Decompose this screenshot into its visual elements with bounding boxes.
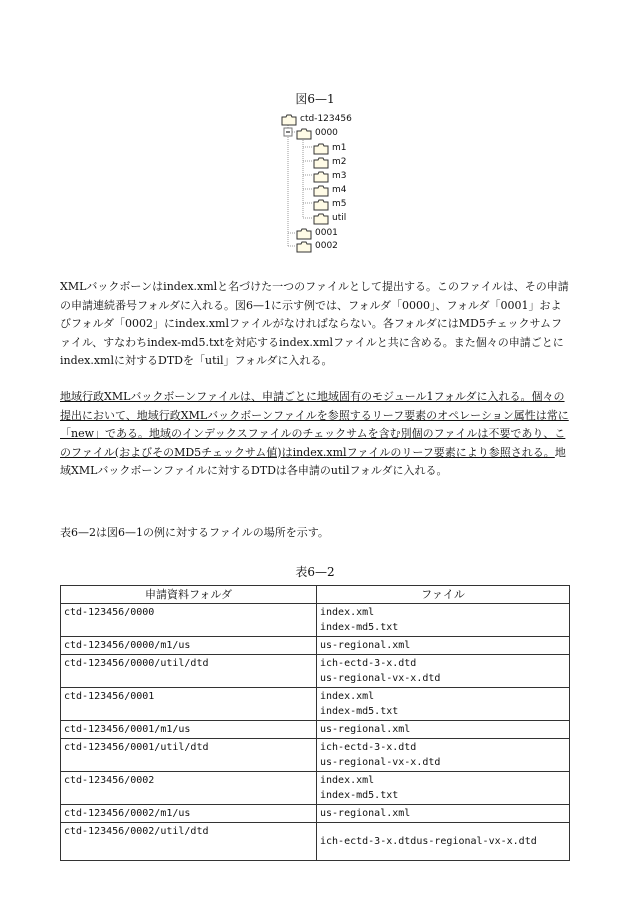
tree-node-0002[interactable]: 0002 — [315, 241, 338, 251]
file-name: ich-ectd-3-x.dtdus-regional-vx-x.dtd — [320, 836, 537, 847]
file-name: index-md5.txt — [320, 706, 399, 717]
folder-cell: ctd-123456/0001/m1/us — [61, 721, 317, 739]
files-cell — [317, 688, 570, 721]
files-cell — [317, 637, 570, 655]
file-name: us-regional-vx-x.dtd — [320, 673, 441, 684]
tree-node-0000[interactable]: 0000 — [315, 128, 338, 138]
folder-icon — [314, 200, 328, 210]
table-caption: 表6—2 — [295, 565, 335, 579]
file-name: index.xml — [320, 775, 375, 786]
folder-icon — [297, 129, 311, 139]
files-cell — [317, 655, 570, 688]
folder-cell: ctd-123456/0002 — [61, 772, 317, 805]
files-cell — [317, 739, 570, 772]
tree-node-m4[interactable]: m4 — [332, 185, 347, 195]
folder-cell: ctd-123456/0000 — [61, 604, 317, 637]
tree-node-0001[interactable]: 0001 — [315, 228, 338, 238]
files-cell — [317, 772, 570, 805]
tree-node-root[interactable]: ctd-123456 — [300, 114, 352, 124]
file-name: us-regional.xml — [320, 808, 411, 819]
figure-title: 図6—1 — [295, 92, 335, 106]
paragraph-2-plain: 地域XMLバックボーンファイルに対するDTDは各申請のutilフォルダに入れる。 — [60, 445, 566, 477]
folder-icon — [314, 186, 328, 196]
file-location-table — [60, 585, 570, 861]
file-name: ich-ectd-3-x.dtd — [320, 742, 417, 753]
folder-cell: ctd-123456/0001/util/dtd — [61, 739, 317, 772]
header-folder: 申請資料フォルダ — [61, 586, 317, 604]
folder-cell: ctd-123456/0000/util/dtd — [61, 655, 317, 688]
table-row — [61, 739, 570, 772]
paragraph-1: XMLバックボーンはindex.xmlと名づけた一つのファイルとして提出する。このファイルは、その申請の申請連続番号フォルダに入れる。図6—1に示す例では、フォルダ「0000」、フォルダ「0001」およびフォルダ「0002」にindex.xmlファイルがなければならない。各フォルダにはMD5チェックサムファイル、すなわちindex-md5.txtを対応するindex.xmlファイルと共に含める。また個々の申請ごとにindex.xmlに対するDTDを「util」フォルダに入れる。 — [60, 280, 569, 367]
files-cell — [317, 604, 570, 637]
file-name: us-regional-vx-x.dtd — [320, 757, 441, 768]
tree-node-util[interactable]: util — [332, 213, 347, 223]
folder-icon — [314, 172, 328, 182]
table-row — [61, 688, 570, 721]
table-row — [61, 823, 570, 861]
folder-cell: ctd-123456/0002/m1/us — [61, 805, 317, 823]
paragraph-2 — [60, 388, 572, 481]
folder-icon — [314, 158, 328, 168]
folder-cell: ctd-123456/0002/util/dtd — [61, 823, 317, 861]
file-name: us-regional.xml — [320, 640, 411, 651]
paragraph-3: 表6—2は図6—1の例に対するファイルの場所を示す。 — [60, 526, 329, 539]
files-cell — [317, 805, 570, 823]
folder-icon — [282, 115, 296, 125]
tree-node-m5[interactable]: m5 — [332, 199, 347, 209]
folder-icon — [314, 144, 328, 154]
table-row — [61, 637, 570, 655]
file-name: index-md5.txt — [320, 790, 399, 801]
folder-icon — [297, 242, 311, 252]
folder-tree — [0, 0, 630, 260]
folder-cell: ctd-123456/0001 — [61, 688, 317, 721]
table-row — [61, 604, 570, 637]
tree-node-m2[interactable]: m2 — [332, 157, 347, 167]
folder-cell: ctd-123456/0000/m1/us — [61, 637, 317, 655]
folder-icon — [314, 214, 328, 224]
file-name: ich-ectd-3-x.dtd — [320, 658, 417, 669]
file-name: us-regional.xml — [320, 724, 411, 735]
files-cell — [317, 823, 570, 861]
file-name: index-md5.txt — [320, 622, 399, 633]
header-files: ファイル — [317, 586, 570, 604]
table-row — [61, 805, 570, 823]
tree-node-m1[interactable]: m1 — [332, 143, 347, 153]
files-cell — [317, 721, 570, 739]
table-row — [61, 721, 570, 739]
file-name: index.xml — [320, 691, 375, 702]
file-name: index.xml — [320, 607, 375, 618]
paragraph-2-underlined: 地域行政XMLバックボーンファイルは、申請ごとに地域固有のモジュール1フォルダに入れる。個々の提出において、地域行政XMLバックボーンファイルを参照するリーフ要素のオペレーション属性は常に「new」である。地域のインデックスファイルのチェックサムを含む別個のファイルは不要であり、このファイル(およびそのMD5チェックサム値)はindex.xmlファイルのリーフ要素により参照される。 — [60, 390, 569, 459]
tree-node-m3[interactable]: m3 — [332, 171, 347, 181]
table-row — [61, 772, 570, 805]
table-row — [61, 655, 570, 688]
folder-icon — [297, 229, 311, 239]
